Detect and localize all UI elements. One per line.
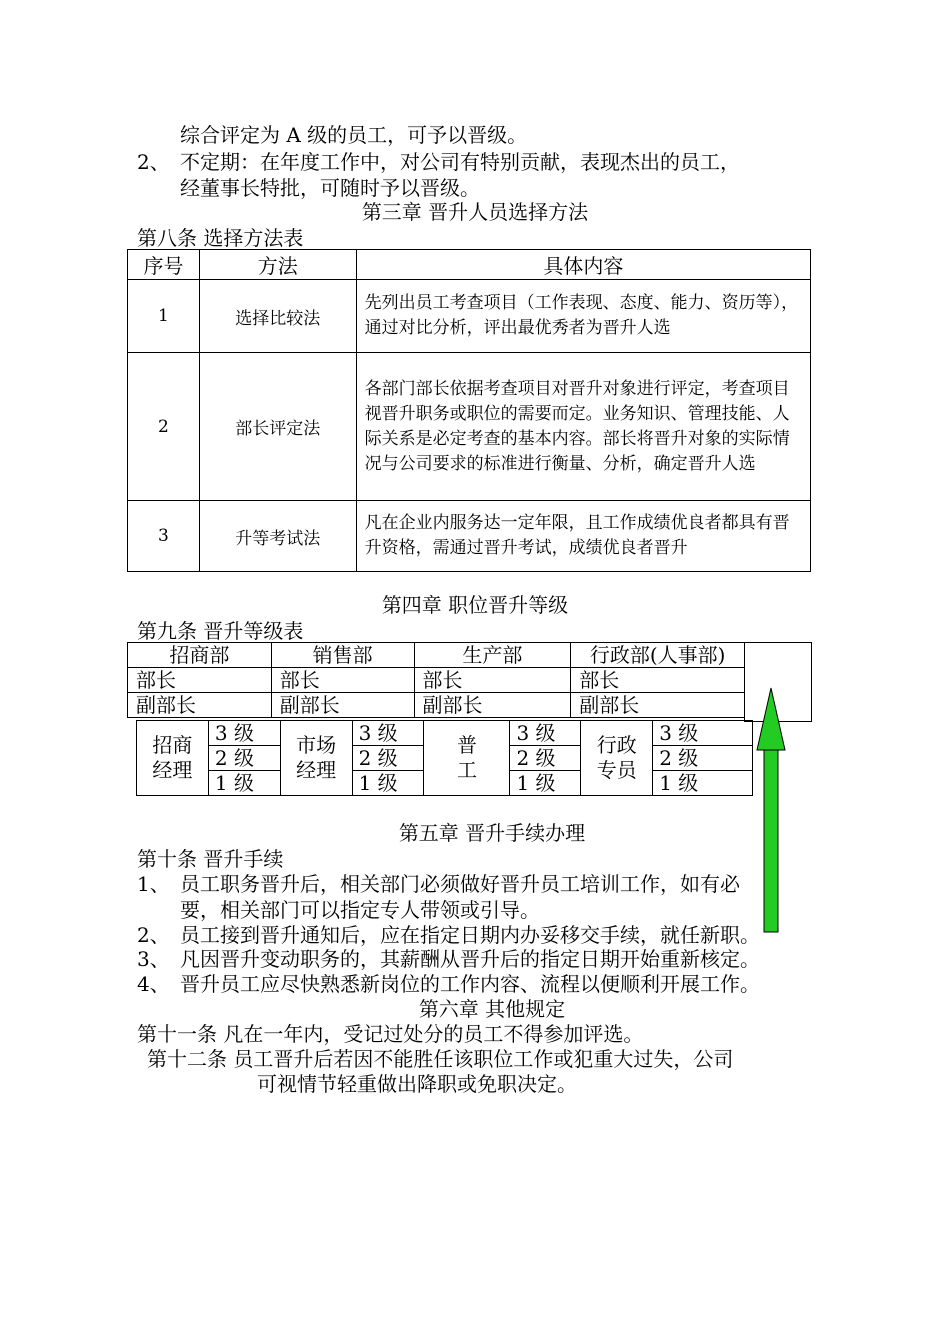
dept-deputy-cell: 副部长 bbox=[571, 693, 745, 718]
level-cell: 3 级 bbox=[352, 721, 424, 746]
dept-header: 生产部 bbox=[414, 643, 571, 668]
list-item-line: 要，相关部门可以指定专人带领或引导。 bbox=[180, 898, 540, 922]
level-table bbox=[136, 720, 753, 796]
up-arrow-icon bbox=[755, 686, 787, 936]
chapter-title: 第六章 其他规定 bbox=[418, 997, 566, 1021]
department-table bbox=[127, 642, 745, 718]
level-cell: 1 级 bbox=[352, 771, 424, 796]
table-cell-num: 3 bbox=[128, 501, 200, 572]
dept-header: 销售部 bbox=[271, 643, 414, 668]
role-cell: 行政 专员 bbox=[581, 721, 653, 796]
table-header: 具体内容 bbox=[356, 250, 810, 280]
role-cell: 市场 经理 bbox=[280, 721, 352, 796]
role-cell: 普 工 bbox=[424, 721, 510, 796]
list-number: 3、 bbox=[137, 947, 170, 971]
dept-deputy-cell: 副部长 bbox=[128, 693, 272, 718]
table-header: 方法 bbox=[199, 250, 356, 280]
list-item-line: 晋升员工应尽快熟悉新岗位的工作内容、流程以便顺利开展工作。 bbox=[180, 972, 760, 996]
selection-method-table bbox=[127, 249, 811, 572]
dept-header: 行政部(人事部) bbox=[571, 643, 745, 668]
article-title: 第十条 晋升手续 bbox=[137, 847, 284, 871]
article-title: 第九条 晋升等级表 bbox=[137, 619, 304, 643]
level-cell: 2 级 bbox=[208, 746, 280, 771]
list-number: 2、 bbox=[137, 150, 170, 174]
table-cell-content: 凡在企业内服务达一定年限，且工作成绩优良者都具有晋升资格，需通过晋升考试，成绩优良者晋升 bbox=[356, 501, 810, 572]
intro-item-line: 经董事长特批，可随时予以晋级。 bbox=[180, 176, 480, 200]
dept-header: 招商部 bbox=[128, 643, 272, 668]
list-number: 4、 bbox=[137, 972, 170, 996]
table-cell-num: 1 bbox=[128, 280, 200, 353]
dept-head-cell: 部长 bbox=[414, 668, 571, 693]
intro-item-line: 不定期：在年度工作中，对公司有特别贡献，表现杰出的员工， bbox=[180, 150, 740, 174]
list-item-line: 凡因晋升变动职务的，其薪酬从晋升后的指定日期开始重新核定。 bbox=[180, 947, 760, 971]
list-item-line: 员工职务晋升后，相关部门必须做好晋升员工培训工作，如有必 bbox=[180, 872, 740, 896]
table-cell-method: 选择比较法 bbox=[199, 280, 356, 353]
intro-line: 综合评定为 A 级的员工，可予以晋级。 bbox=[180, 123, 528, 147]
level-cell: 1 级 bbox=[653, 771, 753, 796]
table-cell-method: 升等考试法 bbox=[199, 501, 356, 572]
level-cell: 2 级 bbox=[352, 746, 424, 771]
level-cell: 3 级 bbox=[653, 721, 753, 746]
list-number: 1、 bbox=[137, 872, 170, 896]
level-cell: 1 级 bbox=[510, 771, 581, 796]
role-cell: 招商 经理 bbox=[137, 721, 209, 796]
article-title: 第八条 选择方法表 bbox=[137, 226, 304, 250]
level-cell: 3 级 bbox=[510, 721, 581, 746]
list-item-line: 员工接到晋升通知后，应在指定日期内办妥移交手续，就任新职。 bbox=[180, 923, 760, 947]
level-cell: 1 级 bbox=[208, 771, 280, 796]
article-text: 可视情节轻重做出降职或免职决定。 bbox=[257, 1072, 577, 1096]
table-cell-method: 部长评定法 bbox=[199, 353, 356, 501]
table-cell-num: 2 bbox=[128, 353, 200, 501]
chapter-title: 第五章 晋升手续办理 bbox=[398, 821, 586, 845]
level-cell: 3 级 bbox=[208, 721, 280, 746]
chapter-title: 第四章 职位晋升等级 bbox=[381, 593, 569, 617]
level-cell: 2 级 bbox=[510, 746, 581, 771]
dept-head-cell: 部长 bbox=[571, 668, 745, 693]
table-cell-content: 先列出员工考查项目（工作表现、态度、能力、资历等），通过对比分析，评出最优秀者为晋升人选 bbox=[356, 280, 810, 353]
dept-deputy-cell: 副部长 bbox=[271, 693, 414, 718]
article-text: 第十一条 凡在一年内，受记过处分的员工不得参加评选。 bbox=[137, 1022, 644, 1046]
table-cell-content: 各部门部长依据考查项目对晋升对象进行评定，考查项目视晋升职务或职位的需要而定。业务知识、管理技能、人际关系是必定考查的基本内容。部长将晋升对象的实际情况与公司要求的标准进行衡量、分析，确定晋升人选 bbox=[356, 353, 810, 501]
dept-head-cell: 部长 bbox=[271, 668, 414, 693]
list-number: 2、 bbox=[137, 923, 170, 947]
level-cell: 2 级 bbox=[653, 746, 753, 771]
dept-head-cell: 部长 bbox=[128, 668, 272, 693]
dept-deputy-cell: 副部长 bbox=[414, 693, 571, 718]
table-header: 序号 bbox=[128, 250, 200, 280]
chapter-title: 第三章 晋升人员选择方法 bbox=[361, 200, 589, 224]
article-text: 第十二条 员工晋升后若因不能胜任该职位工作或犯重大过失，公司 bbox=[147, 1047, 734, 1071]
